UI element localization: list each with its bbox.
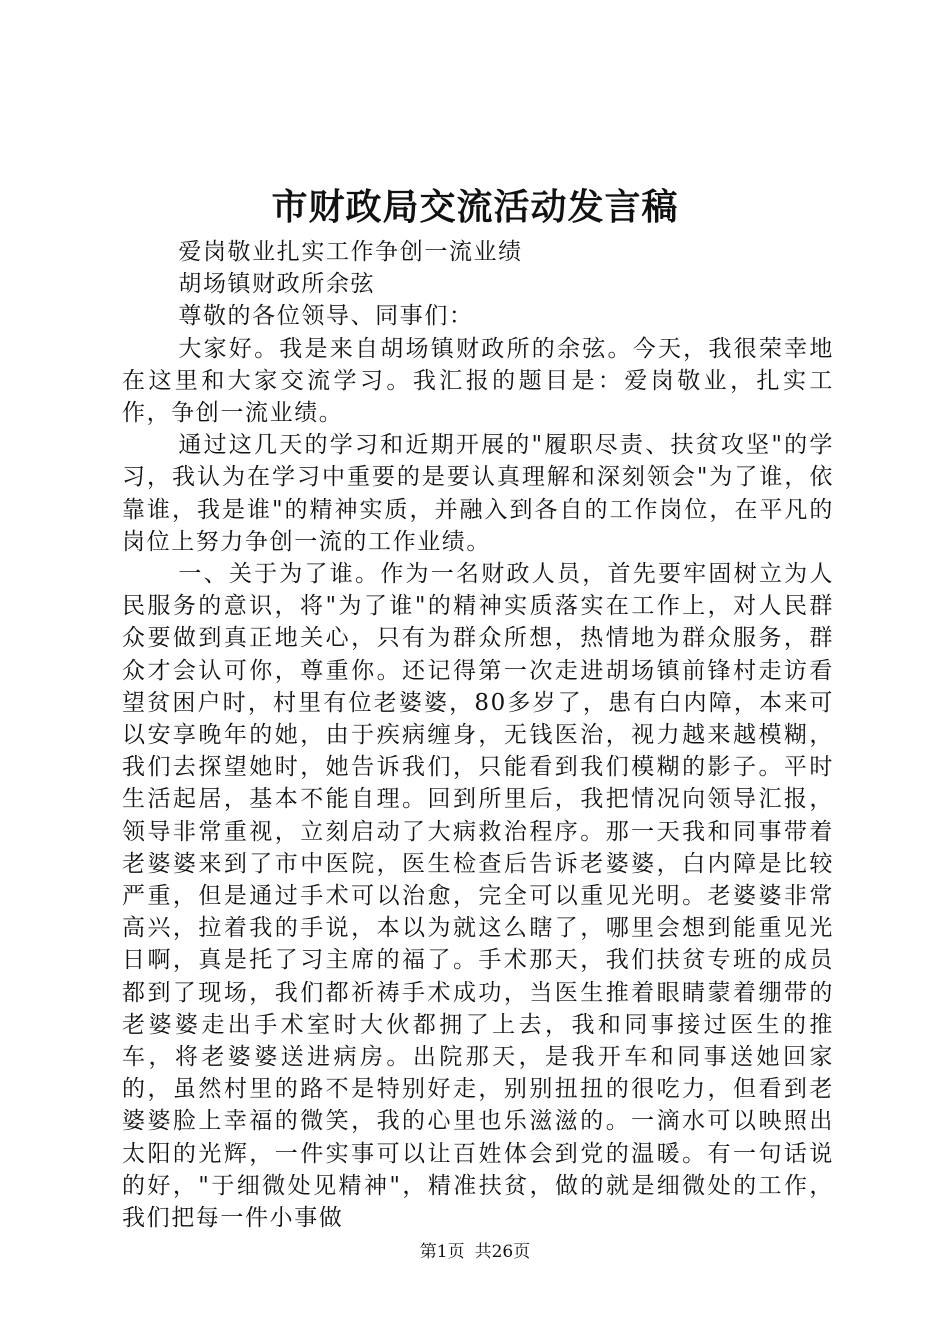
body-paragraph: 通过这几天的学习和近期开展的"履职尽责、扶贫攻坚"的学习，我认为在学习中重要的是要认真理解和深刻领会"为了谁，依靠谁，我是谁"的精神实质，并融入到各自的工作岗位，在平凡的岗位上努力争创一流的工作业绩。 xyxy=(122,432,834,555)
body-paragraph: 一、关于为了谁。作为一名财政人员，首先要牢固树立为人民服务的意识，将"为了谁"的精神实质落实在工作上，对人民群众要做到真正地关心，只有为群众所想，热情地为群众服务，群众才会认可你，尊重你。还记得第一次走进胡场镇前锋村走访看望贫困户时，村里有位老婆婆，80多岁了，患有白内障，本来可以安享晚年的她，由于疾病缠身，无钱医治，视力越来越模糊，我们去探望她时，她告诉我们，只能看到我们模糊的影子。平时生活起居，基本不能自理。回到所里后，我把情况向领导汇报，领导非常重视，立刻启动了大病救治程序。那一天我和同事带着老婆婆来到了市中医院，医生检查后告诉老婆婆，白内障是比较严重，但是通过手术可以治愈，完全可以重见光明。老婆婆非常高兴，拉着我的手说，本以为就这么瞎了，哪里会想到能重见光日啊，真是托了习主席的福了。手术那天，我们扶贫专班的成员都到了现场，我们都祈祷手术成功，当医生推着眼睛蒙着绷带的老婆婆走出手术室时大伙都拥了上去，我和同事接过医生的推车，将老婆婆送进病房。出院那天，是我开车和同事送她回家的，虽然村里的路不是特别好走，别别扭扭的很吃力，但看到老婆婆脸上幸福的微笑，我的心里也乐滋滋的。一滴水可以映照出太阳的光辉，一件实事可以让百姓体会到党的温暖。有一句话说的好，"于细微处见精神"，精准扶贫，做的就是细微处的工作，我们把每一件小事做 xyxy=(122,561,834,1232)
author-paragraph: 胡场镇财政所余弦 xyxy=(178,271,376,298)
page-footer xyxy=(0,1240,950,1264)
document-body xyxy=(122,236,834,1234)
document-title: 市财政局交流活动发言稿 xyxy=(271,186,679,228)
body-paragraph: 大家好。我是来自胡场镇财政所的余弦。今天，我很荣幸地在这里和大家交流学习。我汇报的题目是：爱岗敬业，扎实工作，争创一流业绩。 xyxy=(122,335,834,427)
page-number: 第1页 xyxy=(419,1242,465,1262)
page-total: 共26页 xyxy=(474,1242,531,1262)
salutation-paragraph: 尊敬的各位领导、同事们： xyxy=(178,303,474,330)
subtitle-paragraph: 爱岗敬业扎实工作争创一流业绩 xyxy=(178,239,523,265)
